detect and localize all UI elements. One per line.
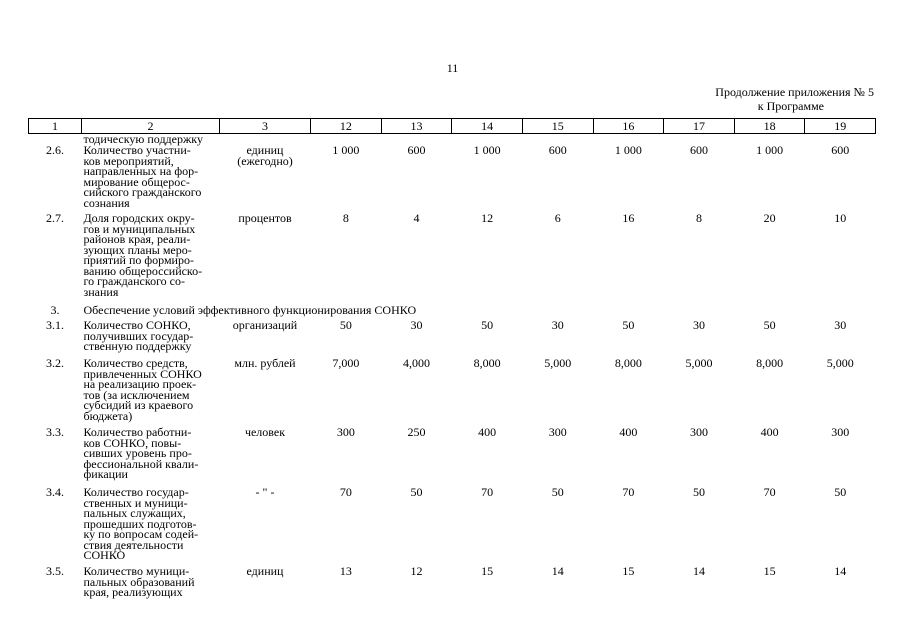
indicator-name: Доля городских окру- гов и муниципальных районов края, реали- зующих планы меро- приятий по формиро- ванию общероссийско- го гражданского со- знания bbox=[83, 211, 203, 299]
value-cell: 50 bbox=[834, 485, 847, 499]
value-cell: 30 bbox=[551, 318, 564, 332]
value-cell: 12 bbox=[410, 564, 423, 578]
header-cell: 1 bbox=[29, 119, 82, 134]
table-row bbox=[29, 144, 876, 212]
value-cell: 8 bbox=[695, 211, 702, 225]
unit-cell: единиц (ежегодно) bbox=[237, 143, 293, 168]
indicator-name: Количество средств, привлеченных СОНКО на реализацию проек- тов (за исключением субсидий из краевого бюджета) bbox=[83, 356, 202, 423]
table-row bbox=[29, 426, 876, 486]
value-cell: 50 bbox=[551, 485, 564, 499]
value-cell: 70 bbox=[481, 485, 494, 499]
value-cell: 70 bbox=[339, 485, 352, 499]
value-cell: 16 bbox=[622, 211, 635, 225]
value-cell: 10 bbox=[834, 211, 847, 225]
unit-cell: единиц bbox=[246, 564, 284, 578]
table-row bbox=[29, 486, 876, 565]
header-cell: 18 bbox=[734, 119, 805, 134]
header-cell: 14 bbox=[452, 119, 523, 134]
value-cell: 8,000 bbox=[473, 356, 501, 370]
value-cell: 300 bbox=[689, 425, 708, 439]
value-cell: 1 000 bbox=[332, 143, 360, 157]
value-cell: 1 000 bbox=[473, 143, 501, 157]
section-row bbox=[29, 304, 876, 319]
row-number: 2.7. bbox=[46, 211, 64, 225]
value-cell: 14 bbox=[551, 564, 564, 578]
row-number: 3.1. bbox=[46, 318, 64, 332]
header-cell: 19 bbox=[805, 119, 876, 134]
value-cell: 15 bbox=[622, 564, 635, 578]
appendix-line-1: Продолжение приложения № 5 bbox=[715, 85, 874, 99]
header-cell: 15 bbox=[522, 119, 593, 134]
appendix-caption bbox=[660, 85, 874, 113]
row-number: 3.4. bbox=[46, 485, 64, 499]
value-cell: 8 bbox=[342, 211, 349, 225]
unit-cell: - " - bbox=[255, 485, 275, 499]
value-cell: 7,000 bbox=[332, 356, 360, 370]
value-cell: 14 bbox=[692, 564, 705, 578]
value-cell: 600 bbox=[407, 143, 426, 157]
value-cell: 5,000 bbox=[685, 356, 713, 370]
table-row bbox=[29, 565, 876, 606]
value-cell: 20 bbox=[763, 211, 776, 225]
row-number: 3.2. bbox=[46, 356, 64, 370]
value-cell: 8,000 bbox=[756, 356, 784, 370]
value-cell: 300 bbox=[336, 425, 355, 439]
value-cell: 50 bbox=[410, 485, 423, 499]
header-cell: 3 bbox=[220, 119, 311, 134]
value-cell: 1 000 bbox=[614, 143, 642, 157]
indicator-name: Количество государ- ственных и муници- пальных служащих, прошедших подготов- ку по вопросам содей- ствия деятельности СОНКО bbox=[83, 485, 199, 562]
value-cell: 300 bbox=[831, 425, 850, 439]
value-cell: 600 bbox=[548, 143, 567, 157]
value-cell: 400 bbox=[478, 425, 497, 439]
value-cell: 4 bbox=[413, 211, 420, 225]
value-cell: 13 bbox=[339, 564, 352, 578]
value-cell: 12 bbox=[481, 211, 494, 225]
table-row bbox=[29, 212, 876, 304]
row-number: 2.6. bbox=[46, 143, 64, 157]
value-cell: 50 bbox=[481, 318, 494, 332]
value-cell: 70 bbox=[763, 485, 776, 499]
value-cell: 50 bbox=[692, 485, 705, 499]
indicators-table bbox=[28, 118, 876, 606]
page-number: 11 bbox=[446, 61, 459, 75]
section-number: 3. bbox=[50, 303, 60, 317]
value-cell: 400 bbox=[760, 425, 779, 439]
indicator-name: Количество муници- пальных образований края, реализующих bbox=[83, 564, 195, 599]
row-number: 3.3. bbox=[46, 425, 64, 439]
table-row bbox=[29, 319, 876, 357]
value-cell: 50 bbox=[339, 318, 352, 332]
unit-cell: организаций bbox=[232, 318, 298, 332]
value-cell: 8,000 bbox=[614, 356, 642, 370]
header-cell: 17 bbox=[664, 119, 735, 134]
header-cell: 13 bbox=[381, 119, 452, 134]
value-cell: 30 bbox=[410, 318, 423, 332]
value-cell: 30 bbox=[692, 318, 705, 332]
value-cell: 4,000 bbox=[402, 356, 430, 370]
value-cell: 15 bbox=[481, 564, 494, 578]
value-cell: 6 bbox=[554, 211, 561, 225]
indicator-name: Количество СОНКО, получивших государ- ственную поддержку bbox=[83, 318, 194, 353]
value-cell: 14 bbox=[834, 564, 847, 578]
section-title: Обеспечение условий эффективного функционирования СОНКО bbox=[83, 303, 417, 317]
header-cell: 16 bbox=[593, 119, 664, 134]
header-cell: 2 bbox=[82, 119, 220, 134]
value-cell: 5,000 bbox=[826, 356, 854, 370]
value-cell: 600 bbox=[831, 143, 850, 157]
continuation-text: тодическую поддержку bbox=[83, 132, 203, 146]
value-cell: 30 bbox=[834, 318, 847, 332]
indicator-name: Количество участни- ков мероприятий, направленных на фор- мирование общерос- сийского гражданского сознания bbox=[83, 143, 202, 210]
unit-cell: человек bbox=[244, 425, 286, 439]
value-cell: 600 bbox=[689, 143, 708, 157]
row-number: 3.5. bbox=[46, 564, 64, 578]
unit-cell: процентов bbox=[238, 211, 292, 225]
value-cell: 15 bbox=[763, 564, 776, 578]
value-cell: 70 bbox=[622, 485, 635, 499]
table-row bbox=[29, 357, 876, 426]
unit-cell: млн. рублей bbox=[234, 356, 296, 370]
value-cell: 250 bbox=[407, 425, 426, 439]
value-cell: 400 bbox=[619, 425, 638, 439]
value-cell: 1 000 bbox=[756, 143, 784, 157]
value-cell: 300 bbox=[548, 425, 567, 439]
value-cell: 50 bbox=[763, 318, 776, 332]
indicator-name: Количество работни- ков СОНКО, повы- сивших уровень про- фессиональной квали- фикации bbox=[83, 425, 199, 481]
appendix-line-2: к Программе bbox=[757, 99, 824, 113]
header-cell: 12 bbox=[311, 119, 382, 134]
value-cell: 50 bbox=[622, 318, 635, 332]
value-cell: 5,000 bbox=[544, 356, 572, 370]
